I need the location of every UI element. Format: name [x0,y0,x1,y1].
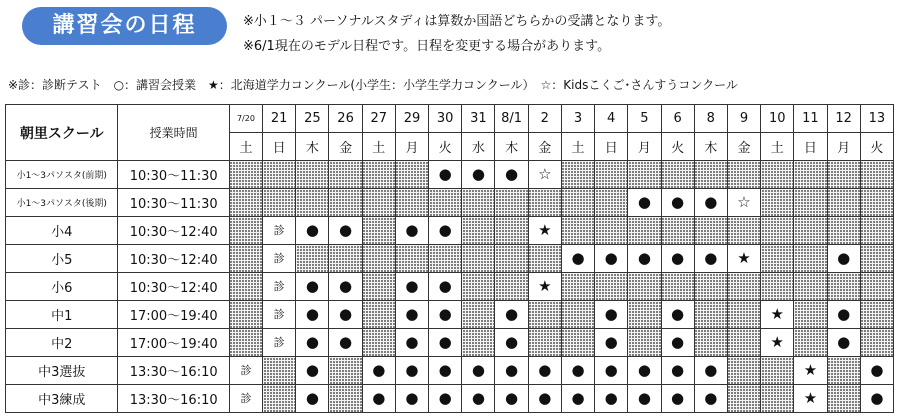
course-name: 小1～3パソスタ(後期) [6,189,118,217]
schedule-cell [329,189,362,217]
schedule-cell [561,161,594,189]
course-name: 中3選抜 [6,357,118,385]
weekday-header: 金 [727,133,760,161]
schedule-cell: ● [395,273,428,301]
schedule-cell [429,245,462,273]
schedule-cell [395,189,428,217]
course-name: 中3練成 [6,385,118,413]
schedule-cell [694,329,727,357]
schedule-cell: ● [694,385,727,413]
schedule-cell: ● [661,329,694,357]
table-row [6,273,894,301]
schedule-cell [296,245,329,273]
schedule-cell: ● [462,161,495,189]
schedule-cell: ☆ [528,161,561,189]
schedule-cell: ★ [794,357,827,385]
schedule-cell [329,357,362,385]
schedule-cell: ● [329,273,362,301]
weekday-header: 金 [329,133,362,161]
schedule-cell: ● [495,329,528,357]
schedule-cell [362,273,395,301]
schedule-cell: ● [296,217,329,245]
schedule-cell [794,161,827,189]
schedule-cell: ● [429,301,462,329]
schedule-cell [727,329,760,357]
class-time: 17:00～19:40 [118,329,229,357]
weekday-header: 月 [827,133,860,161]
schedule-cell [860,301,893,329]
date-header: 10 [761,105,794,133]
schedule-cell [694,273,727,301]
schedule-cell: ● [462,385,495,413]
schedule-cell [761,245,794,273]
schedule-cell [727,385,760,413]
schedule-cell: ● [329,301,362,329]
schedule-cell [263,385,296,413]
schedule-cell: ★ [794,385,827,413]
schedule-cell [661,273,694,301]
schedule-cell [561,301,594,329]
schedule-cell [694,217,727,245]
schedule-cell [229,273,262,301]
schedule-cell [694,301,727,329]
schedule-cell [561,273,594,301]
schedule-cell: ● [429,385,462,413]
schedule-cell: ● [661,245,694,273]
schedule-cell [263,161,296,189]
schedule-cell: ● [296,357,329,385]
schedule-cell: ● [860,385,893,413]
schedule-cell: ★ [761,329,794,357]
schedule-cell: ● [395,385,428,413]
schedule-cell [528,245,561,273]
schedule-cell: ● [694,245,727,273]
schedule-cell: ● [561,245,594,273]
schedule-cell [827,385,860,413]
schedule-cell [462,245,495,273]
date-header: 31 [462,105,495,133]
weekday-header: 日 [263,133,296,161]
weekday-header: 日 [794,133,827,161]
schedule-cell [727,161,760,189]
schedule-cell: ● [296,273,329,301]
schedule-cell: ● [429,273,462,301]
date-header: 26 [329,105,362,133]
schedule-cell [395,161,428,189]
schedule-cell [761,385,794,413]
schedule-cell [661,217,694,245]
schedule-cell [495,273,528,301]
schedule-cell: ● [661,357,694,385]
table-row [6,385,894,413]
schedule-cell: ★ [528,217,561,245]
course-name: 中1 [6,301,118,329]
schedule-cell [628,217,661,245]
schedule-cell [827,189,860,217]
schedule-cell [794,273,827,301]
date-header: 21 [263,105,296,133]
schedule-cell: ● [296,385,329,413]
date-header-row [6,105,894,133]
schedule-cell [329,385,362,413]
schedule-cell: ● [628,357,661,385]
schedule-cell: 診 [229,357,262,385]
schedule-cell [229,245,262,273]
schedule-cell: 診 [263,217,296,245]
date-header: 7/20 [229,105,262,133]
weekday-header: 木 [296,133,329,161]
schedule-cell [429,189,462,217]
schedule-cell [827,357,860,385]
class-time: 10:30～12:40 [118,245,229,273]
schedule-cell: ● [827,301,860,329]
course-name: 小4 [6,217,118,245]
schedule-cell [561,217,594,245]
schedule-cell: ● [495,301,528,329]
weekday-header: 月 [628,133,661,161]
date-header: 3 [561,105,594,133]
class-time: 13:30～16:10 [118,385,229,413]
schedule-cell: ● [329,217,362,245]
weekday-header: 月 [395,133,428,161]
class-time: 13:30～16:10 [118,357,229,385]
schedule-cell: ● [561,385,594,413]
schedule-cell [727,301,760,329]
date-header: 25 [296,105,329,133]
weekday-header: 木 [495,133,528,161]
schedule-cell [860,161,893,189]
table-row [6,357,894,385]
schedule-cell [462,189,495,217]
weekday-header: 火 [429,133,462,161]
class-time: 10:30～11:30 [118,161,229,189]
schedule-cell: ★ [761,301,794,329]
schedule-cell: 診 [229,385,262,413]
date-header: 5 [628,105,661,133]
weekday-header: 水 [462,133,495,161]
schedule-cell [462,273,495,301]
schedule-cell: ● [595,301,628,329]
schedule-cell [761,357,794,385]
schedule-cell: ● [595,385,628,413]
class-time: 10:30～12:40 [118,217,229,245]
schedule-cell: ● [661,301,694,329]
schedule-cell: ● [694,357,727,385]
date-header: 6 [661,105,694,133]
schedule-cell: 診 [263,329,296,357]
schedule-cell [628,273,661,301]
note-line-2: ※6/1現在のモデル日程です。日程を変更する場合があります。 [243,39,611,54]
schedule-cell [595,217,628,245]
schedule-cell: ● [329,329,362,357]
schedule-cell [595,273,628,301]
schedule-cell: ☆ [727,189,760,217]
schedule-cell [528,189,561,217]
schedule-cell [362,161,395,189]
date-header: 30 [429,105,462,133]
legend: ※診：診断テスト ○：講習会授業 ★：北海道学力コンクール(小学生：小学生学力コンクール） ☆：Kidsこくご･さんすうコンクール [8,78,738,92]
schedule-cell: ● [628,385,661,413]
schedule-cell [827,273,860,301]
schedule-cell: ● [395,357,428,385]
schedule-cell [296,161,329,189]
schedule-cell [229,161,262,189]
schedule-cell: ● [495,357,528,385]
schedule-cell: ● [495,385,528,413]
schedule-cell [561,329,594,357]
schedule-cell [860,273,893,301]
schedule-cell [628,161,661,189]
date-header: 12 [827,105,860,133]
schedule-cell [495,217,528,245]
schedule-cell: ● [462,357,495,385]
schedule-cell: ★ [528,273,561,301]
schedule-cell: ● [296,329,329,357]
weekday-header: 土 [362,133,395,161]
weekday-header: 土 [561,133,594,161]
date-header: 2 [528,105,561,133]
schedule-cell: ● [628,245,661,273]
schedule-cell [296,189,329,217]
class-time: 17:00～19:40 [118,301,229,329]
schedule-cell: ● [429,161,462,189]
class-time: 10:30～11:30 [118,189,229,217]
schedule-cell [794,301,827,329]
weekday-header: 火 [661,133,694,161]
schedule-cell [794,245,827,273]
schedule-cell [362,245,395,273]
schedule-cell [229,301,262,329]
schedule-cell [263,189,296,217]
schedule-cell [229,217,262,245]
class-time: 10:30～12:40 [118,273,229,301]
schedule-cell [561,189,594,217]
date-header: 29 [395,105,428,133]
table-row [6,301,894,329]
schedule-cell [528,329,561,357]
schedule-cell [661,161,694,189]
schedule-cell: 診 [263,245,296,273]
schedule-cell [794,189,827,217]
weekday-header: 土 [229,133,262,161]
schedule-cell [263,357,296,385]
schedule-cell: 診 [263,273,296,301]
schedule-cell [329,161,362,189]
table-row [6,217,894,245]
schedule-cell [528,301,561,329]
schedule-table [5,104,894,413]
schedule-cell: ● [362,385,395,413]
schedule-cell [827,217,860,245]
course-header: 朝里スクール [6,105,118,161]
schedule-cell [229,189,262,217]
schedule-cell [362,329,395,357]
schedule-cell: 診 [263,301,296,329]
weekday-header: 金 [528,133,561,161]
schedule-cell [329,245,362,273]
table-row [6,189,894,217]
schedule-cell [495,245,528,273]
date-header: 4 [595,105,628,133]
schedule-cell: ● [595,329,628,357]
schedule-cell: ● [495,161,528,189]
schedule-cell [761,217,794,245]
schedule-cell: ★ [727,245,760,273]
schedule-cell [229,329,262,357]
schedule-cell [595,189,628,217]
schedule-cell: ● [661,189,694,217]
schedule-cell: ● [395,301,428,329]
schedule-cell: ● [429,357,462,385]
date-header: 11 [794,105,827,133]
schedule-cell [761,273,794,301]
page-title: 講習会の日程 [22,7,227,45]
schedule-cell [595,161,628,189]
schedule-cell: ● [827,245,860,273]
schedule-cell [761,161,794,189]
schedule-cell: ● [827,329,860,357]
schedule-cell [827,161,860,189]
date-header: 13 [860,105,893,133]
date-header: 8/1 [495,105,528,133]
schedule-cell [727,357,760,385]
schedule-cell [727,273,760,301]
note-line-1: ※小１～３ パーソナルスタディは算数か国語どちらかの受講となります。 [243,14,671,29]
schedule-cell [694,161,727,189]
weekday-header: 日 [595,133,628,161]
schedule-cell: ● [661,385,694,413]
schedule-cell [628,329,661,357]
table-row [6,245,894,273]
weekday-header: 土 [761,133,794,161]
schedule-cell: ● [561,357,594,385]
course-name: 小1～3パソスタ(前期) [6,161,118,189]
schedule-cell: ● [429,217,462,245]
schedule-cell: ● [395,217,428,245]
schedule-cell [860,245,893,273]
schedule-cell [362,189,395,217]
schedule-cell [727,217,760,245]
schedule-cell: ● [694,189,727,217]
schedule-cell [860,217,893,245]
course-name: 小5 [6,245,118,273]
schedule-cell [362,217,395,245]
course-name: 小6 [6,273,118,301]
schedule-cell [794,217,827,245]
schedule-cell: ● [362,357,395,385]
schedule-cell [860,329,893,357]
schedule-cell: ● [429,329,462,357]
schedule-cell: ● [628,189,661,217]
schedule-cell [794,329,827,357]
weekday-header: 火 [860,133,893,161]
schedule-cell: ● [296,301,329,329]
schedule-cell: ● [860,357,893,385]
course-name: 中2 [6,329,118,357]
time-header: 授業時間 [118,105,229,161]
table-row [6,329,894,357]
schedule-cell [462,301,495,329]
schedule-cell: ● [395,329,428,357]
schedule-cell: ● [595,357,628,385]
table-row [6,161,894,189]
schedule-cell [462,329,495,357]
schedule-cell [860,189,893,217]
date-header: 8 [694,105,727,133]
date-header: 9 [727,105,760,133]
schedule-cell: ● [528,385,561,413]
weekday-header: 木 [694,133,727,161]
schedule-cell [761,189,794,217]
schedule-cell [462,217,495,245]
schedule-cell [628,301,661,329]
schedule-cell [362,301,395,329]
schedule-cell [395,245,428,273]
schedule-cell: ● [595,245,628,273]
schedule-cell: ● [528,357,561,385]
date-header: 27 [362,105,395,133]
schedule-cell [495,189,528,217]
